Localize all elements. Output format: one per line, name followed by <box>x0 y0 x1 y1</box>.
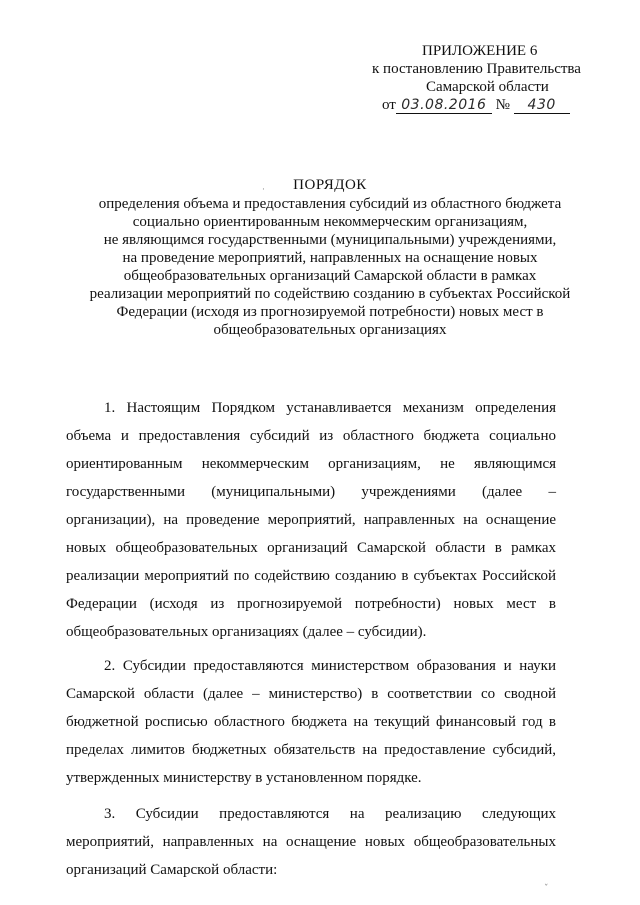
document-subtitle-line: Федерации (исходя из прогнозируемой потребности) новых мест в <box>116 304 544 320</box>
date-prefix: от <box>382 97 396 113</box>
document-title-block <box>40 176 620 339</box>
body-paragraph-1: 1. Настоящим Порядком устанавливается механизм определения объема и предоставления субсидий из областного бюджета социально ориентированным некоммерческим организациям, не являющимся государственными (муниципальными) учреждениями (далее – организации), на проведение мероприятий, направленных на оснащение новых общеобразовательных организаций Самарской области в рамках реализации мероприятий по содействию созданию в субъектах Российской Федерации (исходя из прогнозируемой потребности) новых мест в общеобразовательных организациях (далее – субсидии). <box>66 400 556 640</box>
document-subtitle-line: не являющимся государственными (муниципальными) учреждениями, <box>103 232 557 248</box>
document-title: ПОРЯДОК <box>293 177 367 193</box>
body-paragraph-3: 3. Субсидии предоставляются на реализацию следующих мероприятий, направленных на оснащение новых общеобразовательных организаций Самарской области: <box>66 806 556 878</box>
scan-dot: · <box>262 185 265 195</box>
handwritten-date: 03.08.2016 <box>401 97 487 113</box>
appendix-date-line <box>370 96 610 116</box>
document-subtitle-line: на проведение мероприятий, направленных на оснащение новых <box>122 250 538 266</box>
handwritten-number: 430 <box>527 97 556 113</box>
scan-mark: ˇ <box>544 884 549 894</box>
document-body <box>66 394 556 890</box>
number-label: № <box>495 97 510 113</box>
document-subtitle-line: общеобразовательных организаций Самарской области в рамках <box>123 268 537 284</box>
document-subtitle-line: определения объема и предоставления субсидий из областного бюджета <box>98 196 562 212</box>
appendix-header <box>370 42 610 116</box>
document-subtitle-line: общеобразовательных организациях <box>213 322 447 338</box>
appendix-title: ПРИЛОЖЕНИЕ 6 <box>422 43 538 59</box>
document-subtitle-line: реализации мероприятий по содействию созданию в субъектах Российской <box>89 286 571 302</box>
document-subtitle-line: социально ориентированным некоммерческим организациям, <box>132 214 528 230</box>
appendix-region: Самарской области <box>426 79 549 95</box>
body-paragraph-2: 2. Субсидии предоставляются министерством образования и науки Самарской области (далее – министерство) в соответствии со сводной бюджетной росписью областного бюджета на текущий финансовый год в пределах лимитов бюджетных обязательств на предоставление субсидий, утвержденных министерству в установленном порядке. <box>66 658 556 786</box>
appendix-reference: к постановлению Правительства <box>372 61 581 77</box>
